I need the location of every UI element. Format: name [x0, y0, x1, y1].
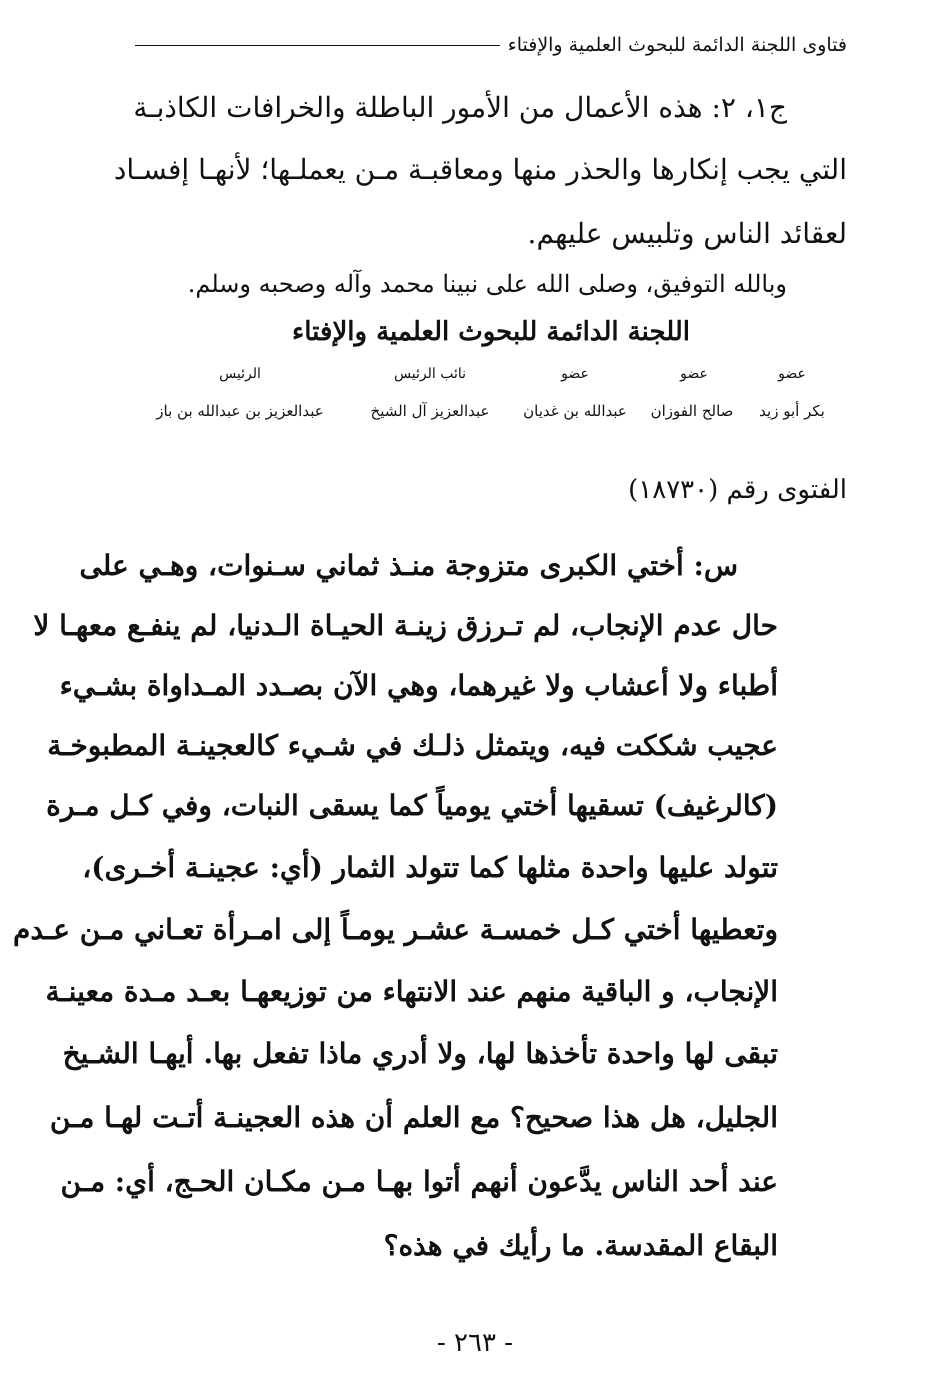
committee-name: اللجنة الدائمة للبحوث العلمية والإفتاء [292, 317, 690, 347]
signatory-title: عضو [680, 366, 708, 382]
question-line: وتعطيها أختي كـل خمسـة عشـر يومـاً إلى امـرأة تعـاني مـن عـدم [13, 913, 778, 946]
signatory-name: عبدالله بن غديان [523, 402, 627, 420]
question-line: عجيب شككت فيه، ويتمثل ذلـك في شـيء كالعجينـة المطبوخـة [47, 729, 778, 762]
question-line: حال عدم الإنجاب، لم تـرزق زينـة الحيـاة الـدنيا، لم ينفـع معهـا لا [33, 609, 778, 642]
signatory-title: الرئيس [219, 366, 261, 382]
question-line: الجليل، هل هذا صحيح؟ مع العلم أن هذه العجينـة أتـت لهـا مـن [49, 1101, 778, 1134]
answer-line: ج١، ٢: هذه الأعمال من الأمور الباطلة والخرافات الكاذبـة [133, 91, 787, 124]
signatory-title: عضو [778, 366, 806, 382]
running-header [135, 28, 847, 62]
answer-line: لعقائد الناس وتلبيس عليهم. [527, 217, 847, 250]
question-line: أطباء ولا أعشاب ولا غيرهما، وهي الآن بصـدد المـداواة بشـيء [59, 669, 778, 702]
header-rule [135, 45, 500, 46]
fatwa-number: الفتوى رقم (١٨٧٣٠) [628, 475, 847, 505]
signatory-name: صالح الفوزان [650, 402, 734, 420]
signatory-name: عبدالعزيز آل الشيخ [370, 402, 490, 420]
question-line: س: أختي الكبرى متزوجة منـذ ثماني سـنوات، وهـي على [79, 549, 738, 582]
question-line: تبقى لها واحدة تأخذها لها، ولا أدري ماذا تفعل بها. أيهـا الشـيخ [62, 1037, 778, 1070]
signatory-name: بكر أبو زيد [759, 402, 825, 420]
question-line: البقاع المقدسة. ما رأيك في هذه؟ [383, 1229, 778, 1262]
header-title: فتاوى اللجنة الدائمة للبحوث العلمية والإفتاء [507, 34, 847, 56]
question-line: (كالرغيف) تسقيها أختي يومياً كما يسقى النبات، وفي كـل مـرة [46, 789, 778, 822]
question-line: عند أحد الناس يدَّعون أنهم أتوا بهـا مـن مكـان الحـج، أي: مـن [60, 1165, 778, 1198]
signatory-title: عضو [561, 366, 589, 382]
question-line: الإنجاب، و الباقية منهم عند الانتهاء من توزيعهـا بعـد مـدة معينـة [45, 975, 778, 1008]
question-line: تتولد عليها واحدة مثلها كما تتولد الثمار (أي: عجينـة أخـرى)، [82, 851, 778, 884]
closing-line: وبالله التوفيق، وصلى الله على نبينا محمد وآله وصحبه وسلم. [187, 270, 787, 298]
signatory-title: نائب الرئيس [393, 366, 467, 382]
answer-line: التي يجب إنكارها والحذر منها ومعاقبـة مـن يعملـها؛ لأنهـا إفسـاد [113, 153, 847, 186]
page-number: - ٢٦٣ - [436, 1328, 514, 1358]
signatory-name: عبدالعزيز بن عبدالله بن باز [156, 402, 324, 420]
